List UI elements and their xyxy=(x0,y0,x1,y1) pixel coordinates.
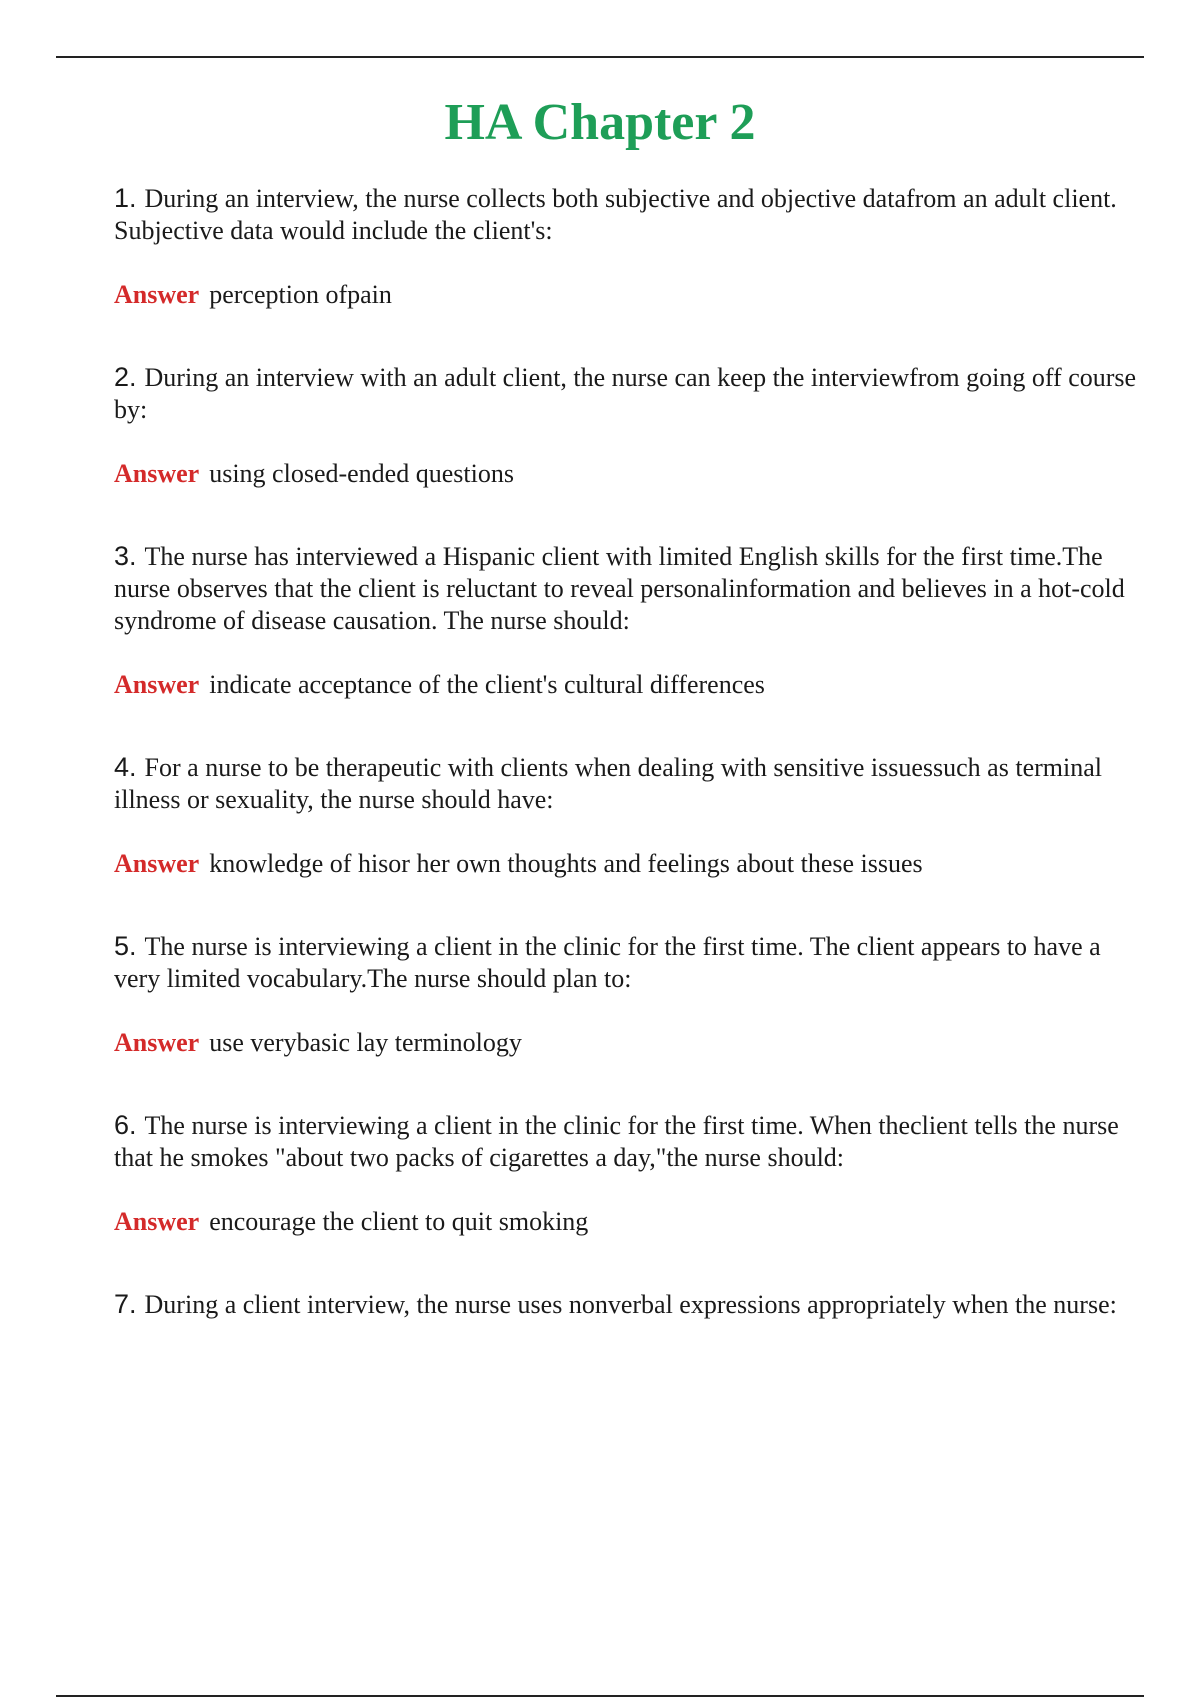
answer-text: using closed-ended questions xyxy=(209,459,514,488)
question-body: The nurse is interviewing a client in the clinic for the first time. The client appears to have a very limited vocabulary.The nurse should plan to: xyxy=(114,932,1101,993)
question-body: The nurse is interviewing a client in the clinic for the first time. When theclient tells the nurse that he smokes "about two packs of cigarettes a day,"the nurse should: xyxy=(114,1111,1119,1172)
answer-label: Answer xyxy=(114,849,200,878)
question-item-4 xyxy=(114,751,1144,880)
answer-text: use verybasic lay terminology xyxy=(209,1028,522,1057)
question-text xyxy=(114,182,1144,247)
question-text xyxy=(114,930,1144,995)
question-text xyxy=(114,1109,1144,1174)
question-item-7 xyxy=(114,1288,1144,1321)
question-list xyxy=(114,182,1144,1371)
answer-label: Answer xyxy=(114,280,200,309)
answer-label: Answer xyxy=(114,1028,200,1057)
question-item-3 xyxy=(114,540,1144,701)
answer-row xyxy=(114,1027,1144,1059)
question-number: 5. xyxy=(114,931,137,961)
question-number: 7. xyxy=(114,1289,137,1319)
question-number: 1. xyxy=(114,183,137,213)
question-number: 2. xyxy=(114,362,137,392)
top-rule xyxy=(56,56,1144,58)
answer-row xyxy=(114,669,1144,701)
question-number: 3. xyxy=(114,541,137,571)
answer-text: indicate acceptance of the client's cultural differences xyxy=(209,670,765,699)
question-text xyxy=(114,540,1144,637)
question-text xyxy=(114,361,1144,426)
bottom-rule xyxy=(56,1695,1144,1697)
question-text xyxy=(114,1288,1144,1321)
question-body: For a nurse to be therapeutic with clients when dealing with sensitive issuessuch as terminal illness or sexuality, the nurse should have: xyxy=(114,753,1102,814)
answer-text: knowledge of hisor her own thoughts and feelings about these issues xyxy=(209,849,923,878)
question-item-2 xyxy=(114,361,1144,490)
question-text xyxy=(114,751,1144,816)
answer-text: encourage the client to quit smoking xyxy=(209,1207,589,1236)
answer-row xyxy=(114,279,1144,311)
answer-label: Answer xyxy=(114,670,200,699)
page-title: HA Chapter 2 xyxy=(444,93,756,151)
answer-label: Answer xyxy=(114,459,200,488)
question-item-5 xyxy=(114,930,1144,1059)
answer-row xyxy=(114,848,1144,880)
answer-row xyxy=(114,1206,1144,1238)
answer-row xyxy=(114,458,1144,490)
question-body: During an interview, the nurse collects both subjective and objective datafrom an adult client. Subjective data would include the client's: xyxy=(114,184,1117,245)
answer-text: perception ofpain xyxy=(209,280,392,309)
answer-label: Answer xyxy=(114,1207,200,1236)
question-body: During a client interview, the nurse uses nonverbal expressions appropriately when the nurse: xyxy=(144,1290,1117,1319)
question-item-6 xyxy=(114,1109,1144,1238)
question-body: The nurse has interviewed a Hispanic client with limited English skills for the first time.The nurse observes that the client is reluctant to reveal personalinformation and believes in a hot-cold syndrome of disease causation. The nurse should: xyxy=(114,542,1125,635)
question-item-1 xyxy=(114,182,1144,311)
question-number: 6. xyxy=(114,1110,137,1140)
question-number: 4. xyxy=(114,752,137,782)
question-body: During an interview with an adult client, the nurse can keep the interviewfrom going off course by: xyxy=(114,363,1137,424)
